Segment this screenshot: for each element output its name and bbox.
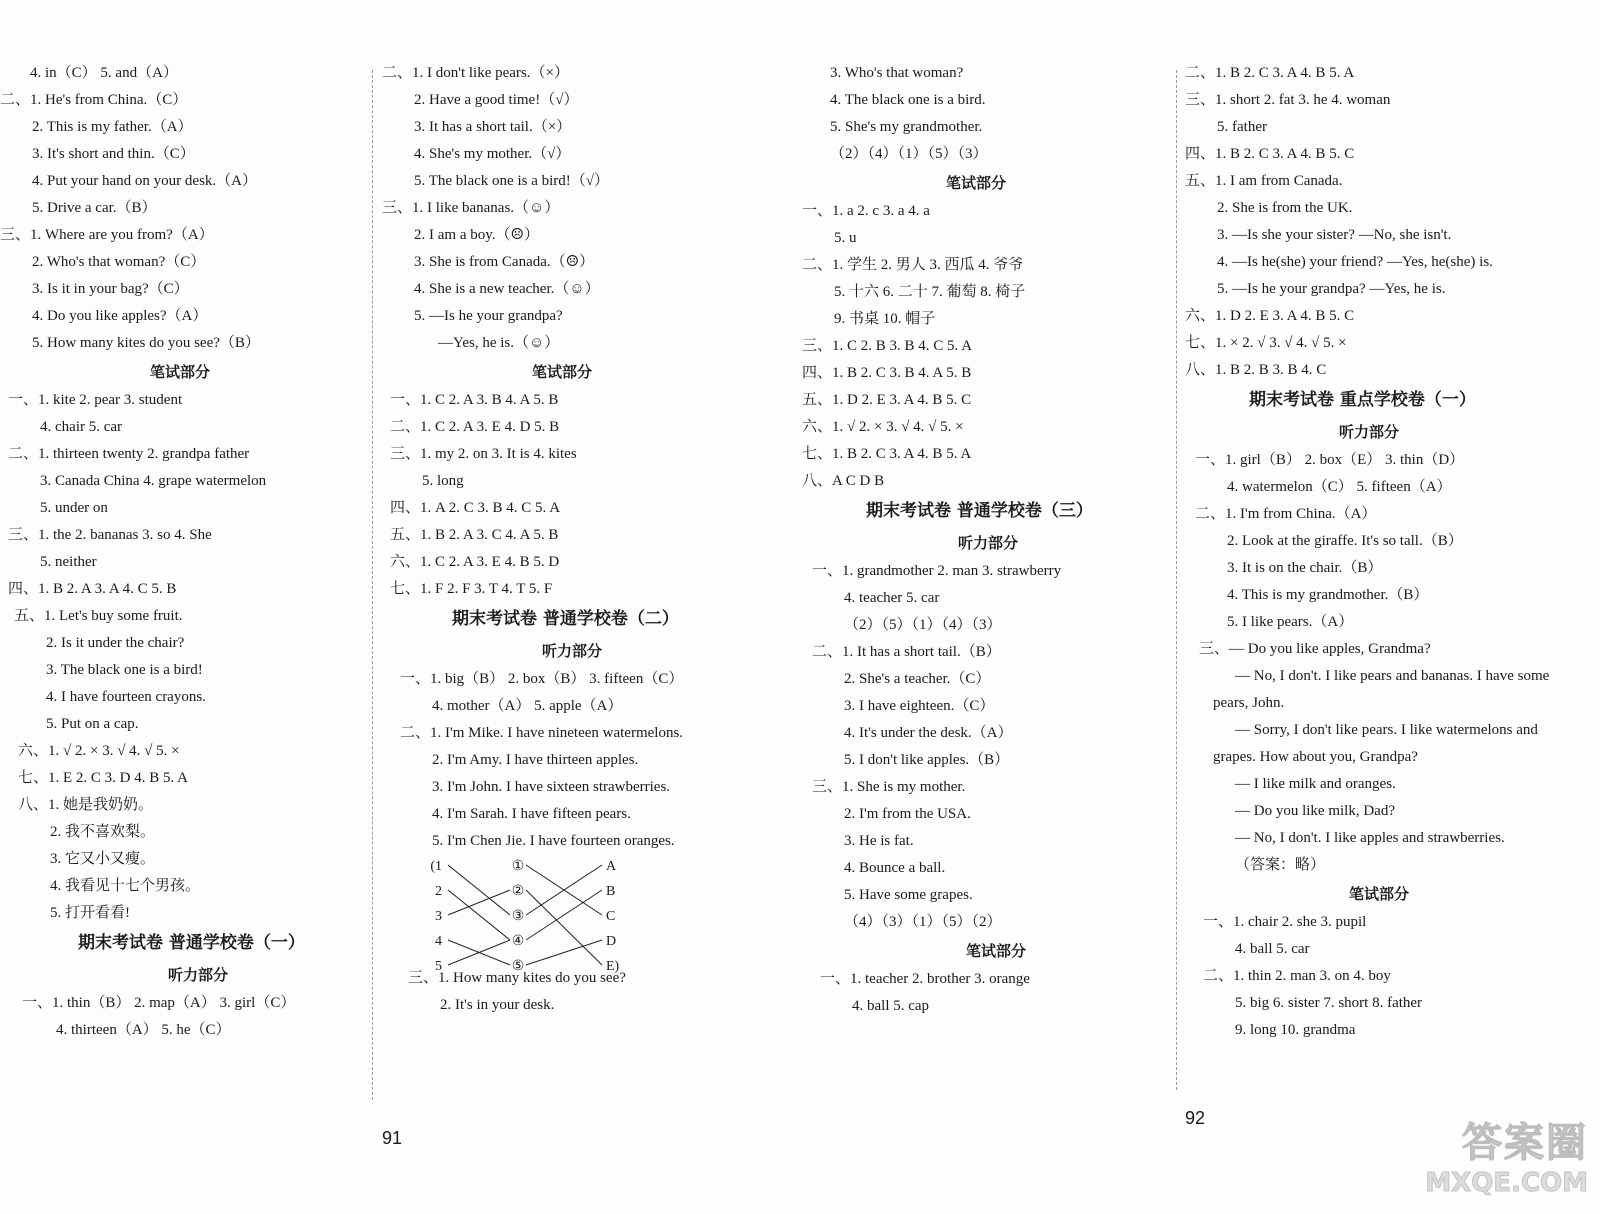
- answer-line: 3. I have eighteen.（C）: [844, 698, 995, 714]
- match-line: [526, 940, 602, 965]
- match-label-mid: ①: [511, 859, 525, 874]
- answer-line: （答案：略）: [1235, 857, 1326, 873]
- page-number-right: 92: [1185, 1108, 1206, 1128]
- answer-line: 3. It's short and thin.（C）: [32, 146, 195, 162]
- page-number-left: 91: [382, 1128, 403, 1148]
- answer-line: 4. watermelon（C） 5. fifteen（A）: [1227, 479, 1452, 495]
- answer-line: 4. The black one is a bird.: [830, 92, 986, 108]
- answer-line: 4. chair 5. car: [40, 419, 123, 435]
- answer-line: 2. Who's that woman?（C）: [32, 254, 206, 270]
- match-label-mid: ②: [511, 884, 525, 899]
- answer-line: 5. I don't like apples.（B）: [844, 752, 1010, 768]
- answer-line: 4. ball 5. cap: [852, 998, 930, 1014]
- matching-lines: [422, 855, 662, 974]
- answer-line: 七、1. E 2. C 3. D 4. B 5. A: [18, 770, 189, 786]
- answer-line: 4. It's under the desk.（A）: [844, 725, 1013, 741]
- answer-line: 3. —Is she your sister? —No, she isn't.: [1217, 227, 1452, 243]
- answer-line: 4. I'm Sarah. I have fifteen pears.: [432, 806, 631, 822]
- answer-line: 六、1. C 2. A 3. E 4. B 5. D: [390, 554, 560, 570]
- answer-line: 三、1. C 2. B 3. B 4. C 5. A: [802, 338, 973, 354]
- answer-line: 2. Is it under the chair?: [46, 635, 185, 651]
- answer-line: 五、1. Let's buy some fruit.: [14, 608, 183, 624]
- answer-line: 二、1. I don't like pears.（×）: [382, 65, 569, 81]
- answer-line: 六、1. √ 2. × 3. √ 4. √ 5. ×: [802, 419, 964, 435]
- answer-line: 五、1. B 2. A 3. C 4. A 5. B: [390, 527, 559, 543]
- answer-line: 二、1. It has a short tail.（B）: [812, 644, 1001, 660]
- answer-line: 三、1. my 2. on 3. It is 4. kites: [390, 446, 577, 462]
- answer-line: 一、1. a 2. c 3. a 4. a: [802, 203, 930, 219]
- answer-line: 五、1. D 2. E 3. A 4. B 5. C: [802, 392, 972, 408]
- section-heading: 期末考试卷 普通学校卷（二）: [452, 609, 679, 629]
- answer-line: 3. She is from Canada.（☹）: [414, 254, 595, 270]
- answer-line: 2. This is my father.（A）: [32, 119, 193, 135]
- match-label-right: E): [606, 959, 620, 974]
- answer-line: 一、1. C 2. A 3. B 4. A 5. B: [390, 392, 559, 408]
- match-line: [526, 890, 602, 940]
- answer-line: 四、1. A 2. C 3. B 4. C 5. A: [390, 500, 561, 516]
- answer-line: 3. Canada China 4. grape watermelon: [40, 473, 267, 489]
- match-label-right: A: [606, 859, 617, 874]
- answer-line: 四、1. B 2. C 3. A 4. B 5. C: [1185, 146, 1355, 162]
- answer-line: 二、1. I'm Mike. I have nineteen watermelons.: [400, 725, 684, 741]
- answer-line: 4. teacher 5. car: [844, 590, 940, 606]
- answer-line: 4. Bounce a ball.: [844, 860, 946, 876]
- match-label-mid: ⑤: [511, 959, 525, 974]
- answer-line: 七、1. × 2. √ 3. √ 4. √ 5. ×: [1185, 335, 1347, 351]
- subsection-heading: 听力部分: [542, 642, 603, 660]
- subsection-heading: 笔试部分: [1349, 885, 1410, 903]
- answer-line: 三、1. the 2. bananas 3. so 4. She: [8, 527, 212, 543]
- answer-line: — No, I don't. I like apples and strawberries.: [1235, 830, 1505, 846]
- matching-diagram: [422, 855, 662, 974]
- answer-line: 三、1. How many kites do you see?: [408, 970, 626, 986]
- answer-line: 5. father: [1217, 119, 1267, 135]
- answer-line: 一、1. big（B） 2. box（B） 3. fifteen（C）: [400, 671, 684, 687]
- answer-line: 5. Put on a cap.: [46, 716, 139, 732]
- answer-line: grapes. How about you, Grandpa?: [1213, 749, 1418, 765]
- match-label-left: (1: [430, 859, 442, 874]
- answer-line: 八、1. 她是我奶奶。: [18, 797, 154, 813]
- answer-line: 2. She is from the UK.: [1217, 200, 1353, 216]
- answer-line: 5. Drive a car.（B）: [32, 200, 157, 216]
- answer-line: 一、1. kite 2. pear 3. student: [8, 392, 183, 408]
- answer-line: 5. neither: [40, 554, 97, 570]
- answer-line: 三、1. Where are you from?（A）: [0, 227, 214, 243]
- answer-line: 4. thirteen（A） 5. he（C）: [56, 1022, 231, 1038]
- answer-line: — No, I don't. I like pears and bananas. I have some: [1235, 668, 1550, 684]
- answer-line: 2. Look at the giraffe. It's so tall.（B）: [1227, 533, 1463, 549]
- answer-line: 六、1. √ 2. × 3. √ 4. √ 5. ×: [18, 743, 180, 759]
- subsection-heading: 听力部分: [958, 534, 1019, 552]
- column-divider: [1176, 70, 1177, 1090]
- answer-line: 3. Who's that woman?: [830, 65, 964, 81]
- answer-line: 5. How many kites do you see?（B）: [32, 335, 260, 351]
- answer-line: （4）（3）（1）（5）（2）: [844, 914, 1002, 930]
- answer-line: 三、— Do you like apples, Grandma?: [1199, 641, 1431, 657]
- page-91-left-column: [0, 60, 368, 1044]
- answer-line: — Sorry, I don't like pears. I like watermelons and: [1235, 722, 1538, 738]
- answer-line: 二、1. thin 2. man 3. on 4. boy: [1203, 968, 1391, 984]
- answer-line: 5. The black one is a bird!（√）: [414, 173, 609, 189]
- answer-line: 四、1. B 2. A 3. A 4. C 5. B: [8, 581, 177, 597]
- answer-line: 5. under on: [40, 500, 108, 516]
- subsection-heading: 笔试部分: [150, 363, 211, 381]
- subsection-heading: 听力部分: [168, 966, 229, 984]
- match-line: [448, 890, 510, 915]
- answer-line: 5. big 6. sister 7. short 8. father: [1235, 995, 1423, 1011]
- answer-line: 五、1. I am from Canada.: [1185, 173, 1343, 189]
- answer-line: 2. She's a teacher.（C）: [844, 671, 991, 687]
- answer-line: 2. I'm Amy. I have thirteen apples.: [432, 752, 639, 768]
- page-92-left-column: [802, 60, 1182, 1020]
- match-line: [448, 890, 510, 940]
- match-label-left: 4: [435, 934, 442, 949]
- answer-line: 9. 书桌 10. 帽子: [834, 311, 936, 327]
- match-label-left: 5: [435, 959, 442, 974]
- match-label-mid: ④: [511, 934, 525, 949]
- answer-line: 四、1. B 2. C 3. B 4. A 5. B: [802, 365, 972, 381]
- answer-line: 5. I'm Chen Jie. I have fourteen oranges.: [432, 833, 675, 849]
- answer-line: 4. in（C） 5. and（A）: [30, 65, 178, 81]
- subsection-heading: 听力部分: [1339, 423, 1400, 441]
- match-line: [448, 865, 510, 915]
- answer-line: 4. 我看见十七个男孩。: [50, 878, 201, 894]
- answer-line: 4. Do you like apples?（A）: [32, 308, 208, 324]
- answer-line: （2）（4）（1）（5）（3）: [830, 146, 988, 162]
- answer-line: 二、1. I'm from China.（A）: [1195, 506, 1377, 522]
- answer-line: — Do you like milk, Dad?: [1235, 803, 1395, 819]
- answer-line: —Yes, he is.（☺）: [438, 335, 560, 351]
- answer-line: 5. 打开看看!: [50, 905, 130, 921]
- answer-line: 七、1. B 2. C 3. A 4. B 5. A: [802, 446, 972, 462]
- answer-line: 5. —Is he your grandpa? —Yes, he is.: [1217, 281, 1446, 297]
- answer-line: 一、1. teacher 2. brother 3. orange: [820, 971, 1030, 987]
- answer-line: — I like milk and oranges.: [1235, 776, 1396, 792]
- answer-line: 5. I like pears.（A）: [1227, 614, 1354, 630]
- watermark-cn: 答案圈: [1462, 1120, 1588, 1166]
- column-divider: [372, 70, 373, 1100]
- answer-line: 2. 我不喜欢梨。: [50, 824, 156, 840]
- match-label-mid: ③: [511, 909, 525, 924]
- answer-line: 2. It's in your desk.: [440, 997, 555, 1013]
- watermark-url: MXQE.COM: [1425, 1168, 1588, 1198]
- match-label-right: B: [606, 884, 616, 899]
- answer-line: 八、A C D B: [802, 473, 885, 489]
- answer-line: 5. long: [422, 473, 464, 489]
- answer-line: 4. She is a new teacher.（☺）: [414, 281, 600, 297]
- answer-line: 一、1. girl（B） 2. box（E） 3. thin（D）: [1195, 452, 1465, 468]
- section-heading: 期末考试卷 普通学校卷（三）: [866, 501, 1093, 521]
- subsection-heading: 笔试部分: [532, 363, 593, 381]
- answer-line: 3. 它又小又瘦。: [50, 851, 156, 867]
- answer-line: 3. He is fat.: [844, 833, 914, 849]
- match-label-right: C: [606, 909, 616, 924]
- subsection-heading: 笔试部分: [966, 942, 1027, 960]
- page-91-right-column: [382, 60, 802, 1019]
- answer-line: 3. It has a short tail.（×）: [414, 119, 572, 135]
- answer-line: 9. long 10. grandma: [1235, 1022, 1356, 1038]
- answer-line: 二、1. thirteen twenty 2. grandpa father: [8, 446, 250, 462]
- answer-line: 5. u: [834, 230, 857, 246]
- answer-line: 六、1. D 2. E 3. A 4. B 5. C: [1185, 308, 1355, 324]
- answer-line: 三、1. short 2. fat 3. he 4. woman: [1185, 92, 1391, 108]
- section-heading: 期末考试卷 普通学校卷（一）: [78, 933, 305, 953]
- match-label-left: 3: [435, 909, 442, 924]
- answer-line: 一、1. grandmother 2. man 3. strawberry: [812, 563, 1062, 579]
- page-92-right-column: [1185, 60, 1585, 1044]
- answer-line: 2. Have a good time!（√）: [414, 92, 579, 108]
- answer-line: 4. Put your hand on your desk.（A）: [32, 173, 257, 189]
- answer-line: 5. —Is he your grandpa?: [414, 308, 563, 324]
- site-watermark: [1408, 1118, 1588, 1206]
- answer-line: 七、1. F 2. F 3. T 4. T 5. F: [390, 581, 553, 597]
- answer-line: 三、1. I like bananas.（☺）: [382, 200, 560, 216]
- answer-line: 2. I'm from the USA.: [844, 806, 971, 822]
- answer-line: 5. 十六 6. 二十 7. 葡萄 8. 椅子: [834, 284, 1026, 300]
- answer-line: 八、1. B 2. B 3. B 4. C: [1185, 362, 1327, 378]
- answer-line: 4. ball 5. car: [1235, 941, 1310, 957]
- answer-line: 4. She's my mother.（√）: [414, 146, 571, 162]
- match-label-left: 2: [435, 884, 442, 899]
- answer-line: 4. I have fourteen crayons.: [46, 689, 206, 705]
- answer-line: 3. It is on the chair.（B）: [1227, 560, 1383, 576]
- answer-line: 5. She's my grandmother.: [830, 119, 983, 135]
- answer-line: 二、1. 学生 2. 男人 3. 西瓜 4. 爷爷: [802, 257, 1024, 273]
- answer-line: （2）（5）（1）（4）（3）: [844, 617, 1002, 633]
- answer-line: 3. The black one is a bird!: [46, 662, 203, 678]
- section-heading: 期末考试卷 重点学校卷（一）: [1249, 390, 1476, 410]
- answer-line: 2. I am a boy.（☹）: [414, 227, 539, 243]
- answer-line: 一、1. chair 2. she 3. pupil: [1203, 914, 1367, 930]
- answer-line: 三、1. She is my mother.: [812, 779, 966, 795]
- match-line: [526, 890, 602, 965]
- answer-line: 3. I'm John. I have sixteen strawberries.: [432, 779, 671, 795]
- subsection-heading: 笔试部分: [946, 174, 1007, 192]
- answer-line: 4. This is my grandmother.（B）: [1227, 587, 1429, 603]
- answer-line: 4. mother（A） 5. apple（A）: [432, 698, 623, 714]
- answer-line: 一、1. thin（B） 2. map（A） 3. girl（C）: [22, 995, 296, 1011]
- answer-line: 5. Have some grapes.: [844, 887, 973, 903]
- answer-line: 4. —Is he(she) your friend? —Yes, he(she) is.: [1217, 254, 1493, 270]
- match-label-right: D: [606, 934, 617, 949]
- answer-line: 二、1. B 2. C 3. A 4. B 5. A: [1185, 65, 1355, 81]
- answer-line: pears, John.: [1213, 695, 1285, 711]
- answer-line: 二、1. C 2. A 3. E 4. D 5. B: [390, 419, 560, 435]
- answer-line: 3. Is it in your bag?（C）: [32, 281, 189, 297]
- answer-line: 二、1. He's from China.（C）: [0, 92, 188, 108]
